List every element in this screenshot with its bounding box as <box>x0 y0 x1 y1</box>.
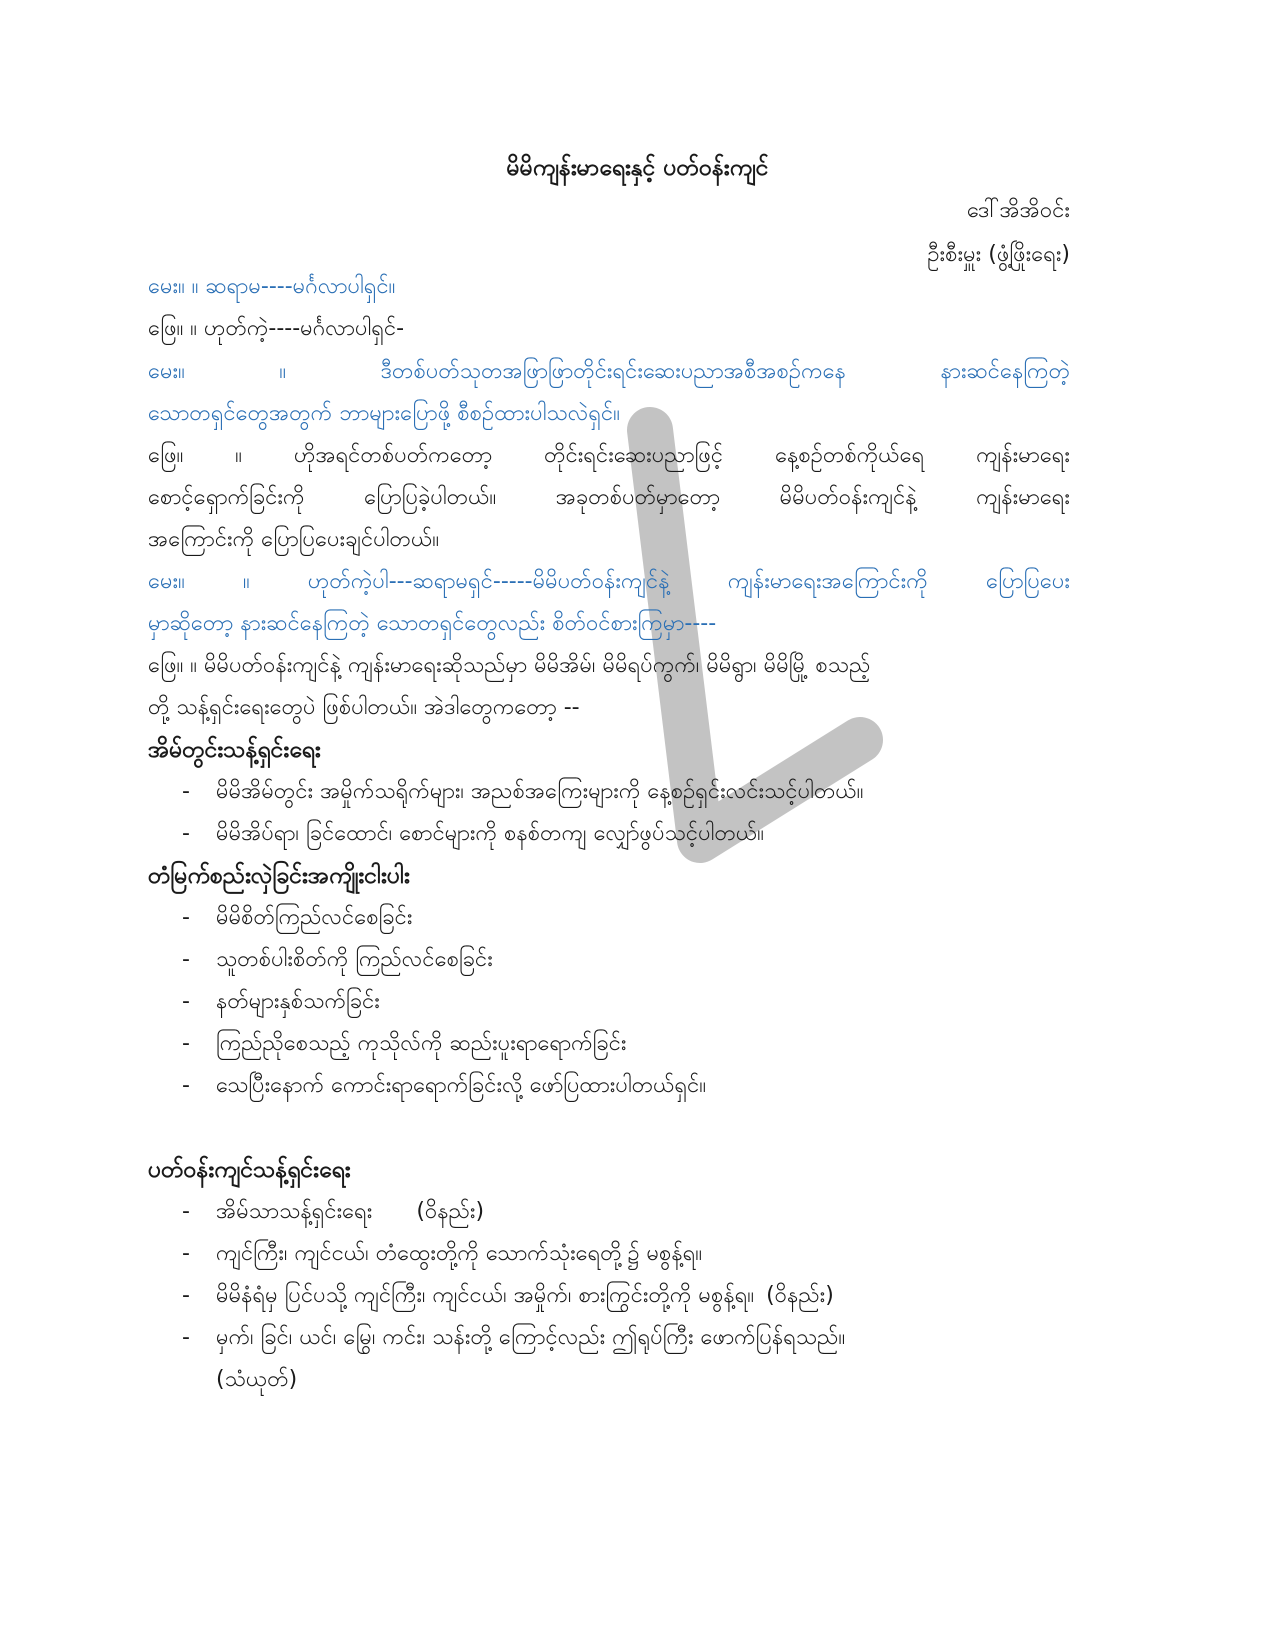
list-item <box>182 777 863 807</box>
bullet-dash: - <box>182 779 190 804</box>
answer-1: ဖြေ။ ။ ဟုတ်ကဲ့----မင်္ဂလာပါရှင်- <box>148 316 405 341</box>
author-name: ဒေါ်အိအိဝင်း <box>966 198 1070 223</box>
bullet-dash: - <box>182 1325 190 1350</box>
list-item <box>182 945 493 975</box>
list-item <box>182 1281 834 1311</box>
list-item-text: မိမိအိပ်ရာ၊ ခြင်ထောင်၊ စောင်များကို စနစ်တကျ လျှော်ဖွပ်သင့်ပါတယ်။ <box>216 821 764 846</box>
bullet-dash: - <box>182 1283 190 1308</box>
list-item <box>182 1197 484 1227</box>
list-item-text: မှက်၊ ခြင်၊ ယင်၊ မြွေ၊ ကင်း၊ သန်းတို့ ကြောင့်လည်း ဤရုပ်ကြီး ဖောက်ပြန်ရသည်။ <box>216 1325 846 1350</box>
list-item-text: နတ်များနှစ်သက်ခြင်း <box>216 989 380 1014</box>
bullet-dash: - <box>182 989 190 1014</box>
list-item <box>182 1239 702 1269</box>
question-1: မေး။ ။ ဆရာမ----မင်္ဂလာပါရှင်။ <box>148 274 396 299</box>
bullet-dash: - <box>182 1199 190 1224</box>
list-item <box>182 903 412 933</box>
answer-3-line-1: ဖြေ။ ။ မိမိပတ်ဝန်းကျင်နဲ့ ကျန်းမာရေးဆိုသည်မှာ မိမိအိမ်၊ မိမိရပ်ကွက်၊ မိမိရွာ၊ မိမိမြို့ စသည့် <box>148 653 871 678</box>
list-item-text: ကြည်ညိုစေသည့် ကုသိုလ်ကို ဆည်းပူးရာရောက်ခြင်း <box>216 1031 627 1056</box>
citation-ref: (ဝိနည်း) <box>416 1199 485 1224</box>
list-item-text: သေပြီးနောက် ကောင်းရာရောက်ခြင်းလို့ ဖော်ပြထားပါတယ်ရှင်။ <box>216 1073 707 1098</box>
list-item-text: မိမိစိတ်ကြည်လင်စေခြင်း <box>216 905 413 930</box>
answer-2-line-1: ဖြေ။ ။ ဟိုအရင်တစ်ပတ်ကတော့ တိုင်းရင်းဆေးပညာဖြင့် နေ့စဉ်တစ်ကိုယ်ရေ ကျန်းမာရေး <box>148 443 1070 468</box>
list-item-text: မိမိအိမ်တွင်း အမှိုက်သရိုက်များ၊ အညစ်အကြေးများကို နေ့စဉ်ရှင်းလင်းသင့်ပါတယ်။ <box>216 779 864 804</box>
list-item <box>182 1071 706 1101</box>
section-heading-environment: ပတ်ဝန်းကျင်သန့်ရှင်းရေး <box>148 1157 351 1183</box>
section-heading-benefits: တံမြက်စည်းလှဲခြင်းအကျိုးငါးပါး <box>148 863 410 889</box>
answer-2-line-3: အကြောင်းကို ပြောပြပေးချင်ပါတယ်။ <box>148 527 439 552</box>
section-heading-home: အိမ်တွင်းသန့်ရှင်းရေး <box>148 737 321 763</box>
question-3-line-2: မှာဆိုတော့ နားဆင်နေကြတဲ့ သောတရှင်တွေလည်း စိတ်ဝင်စားကြမှာ---- <box>148 611 717 636</box>
answer-2-line-2: စောင့်ရှောက်ခြင်းကို ပြောပြခဲ့ပါတယ်။ အခုတစ်ပတ်မှာတော့ မိမိပတ်ဝန်းကျင်နဲ့ ကျန်းမာရေး <box>148 485 1070 510</box>
list-item-text: အိမ်သာသန့်ရှင်းရေး <box>216 1199 373 1224</box>
question-3-line-1: မေး။ ။ ဟုတ်ကဲ့ပါ---ဆရာမရှင်-----မိမိပတ်ဝန်းကျင်နဲ့ ကျန်းမာရေးအကြောင်းကို ပြောပြပေး <box>148 569 1070 594</box>
bullet-dash: - <box>182 947 190 972</box>
bullet-dash: - <box>182 1031 190 1056</box>
list-item <box>182 819 764 849</box>
bullet-dash: - <box>182 905 190 930</box>
bullet-dash: - <box>182 1241 190 1266</box>
list-item-text: သူတစ်ပါးစိတ်ကို ကြည်လင်စေခြင်း <box>216 947 493 972</box>
document-title: မိမိကျန်းမာရေးနှင့် ပတ်ဝန်းကျင် <box>506 155 769 181</box>
list-item-text: မိမိနံရံမှ ပြင်ပသို့ ကျင်ကြီး၊ ကျင်ငယ်၊ အမှိုက်၊ စားကြွင်းတို့ကို မစွန့်ရ။ <box>216 1283 755 1308</box>
bullet-dash: - <box>182 821 190 846</box>
author-role: ဦးစီးမှူး (ဖွံ့ဖြိုးရေး) <box>927 242 1070 267</box>
list-item <box>182 987 380 1017</box>
answer-3-line-2: တို့ သန့်ရှင်းရေးတွေပဲ ဖြစ်ပါတယ်။ အဲဒါတွေကတော့ -- <box>148 695 580 720</box>
citation-ref: (ဝိနည်း) <box>766 1283 834 1308</box>
bullet-dash: - <box>182 1073 190 1098</box>
citation-ref: (သံယုတ်) <box>216 1367 298 1392</box>
list-item <box>182 1029 627 1059</box>
list-item <box>182 1323 845 1353</box>
list-item-text: ကျင်ကြီး၊ ကျင်ငယ်၊ တံထွေးတို့ကို သောက်သုံးရေတို့၌ မစွန့်ရ။ <box>216 1241 703 1266</box>
question-2-line-1: မေး။ ။ ဒီတစ်ပတ်သုတအဖြာဖြာတိုင်းရင်းဆေးပညာအစီအစဉ်ကနေ နားဆင်နေကြတဲ့ <box>148 359 1070 384</box>
question-2-line-2: သောတရှင်တွေအတွက် ဘာများပြောဖို့ စီစဉ်ထားပါသလဲရှင်။ <box>148 401 620 426</box>
